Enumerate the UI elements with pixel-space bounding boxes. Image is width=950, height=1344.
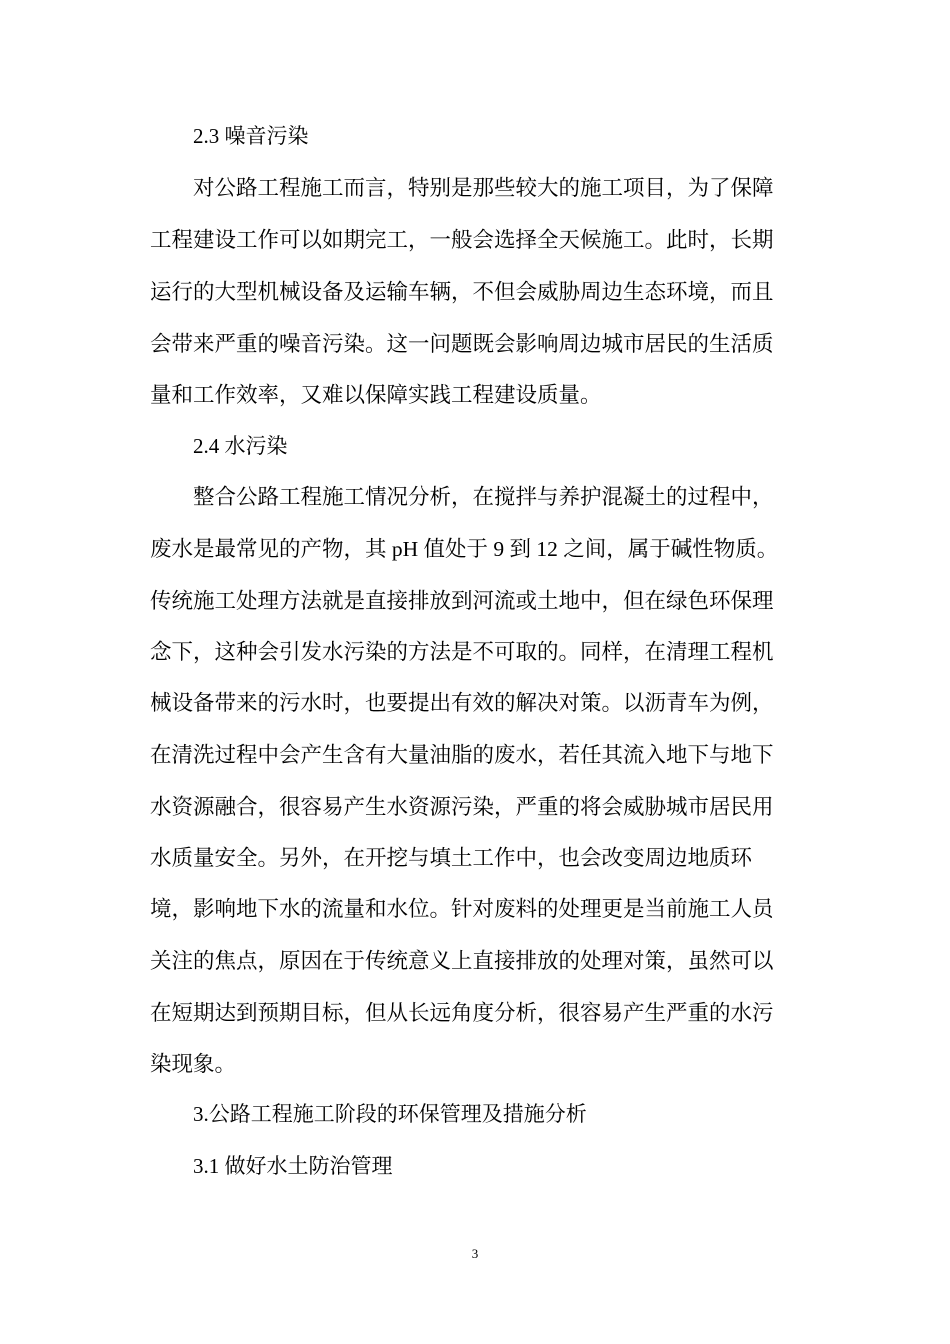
paragraph-line: 械设备带来的污水时，也要提出有效的解决对策。以沥青车为例， [150, 691, 774, 715]
paragraph-line: 整合公路工程施工情况分析，在搅拌与养护混凝土的过程中， [193, 485, 774, 509]
paragraph-line: 工程建设工作可以如期完工，一般会选择全天候施工。此时，长期 [150, 228, 774, 252]
paragraph-line: 境，影响地下水的流量和水位。针对废料的处理更是当前施工人员 [150, 897, 774, 921]
paragraph-line: 水资源融合，很容易产生水资源污染，严重的将会威胁城市居民用 [150, 795, 774, 819]
paragraph-line: 量和工作效率，又难以保障实践工程建设质量。 [150, 383, 602, 407]
paragraph-line: 关注的焦点，原因在于传统意义上直接排放的处理对策，虽然可以 [150, 949, 774, 973]
section-heading-3-1: 3.1 做好水土防治管理 [193, 1154, 393, 1178]
paragraph-line: 在短期达到预期目标，但从长远角度分析，很容易产生严重的水污 [150, 1001, 774, 1025]
page-number: 3 [471, 1246, 479, 1261]
paragraph-line: 水质量安全。另外，在开挖与填土工作中，也会改变周边地质环 [150, 846, 753, 870]
section-heading-2-3: 2.3 噪音污染 [193, 124, 309, 148]
paragraph-line: 念下，这种会引发水污染的方法是不可取的。同样，在清理工程机 [150, 640, 774, 664]
paragraph-line: 会带来严重的噪音污染。这一问题既会影响周边城市居民的生活质 [150, 332, 774, 356]
section-heading-2-4: 2.4 水污染 [193, 434, 288, 458]
section-heading-3: 3.公路工程施工阶段的环保管理及措施分析 [193, 1102, 587, 1126]
paragraph-line: 废水是最常见的产物，其 pH 值处于 9 到 12 之间，属于碱性物质。 [150, 537, 779, 561]
paragraph-line: 运行的大型机械设备及运输车辆，不但会威胁周边生态环境，而且 [150, 280, 774, 304]
paragraph-line: 染现象。 [150, 1052, 237, 1076]
paragraph-line: 在清洗过程中会产生含有大量油脂的废水，若任其流入地下与地下 [150, 743, 774, 767]
paragraph-line: 传统施工处理方法就是直接排放到河流或土地中，但在绿色环保理 [150, 589, 774, 613]
paragraph-line: 对公路工程施工而言，特别是那些较大的施工项目，为了保障 [193, 176, 774, 200]
